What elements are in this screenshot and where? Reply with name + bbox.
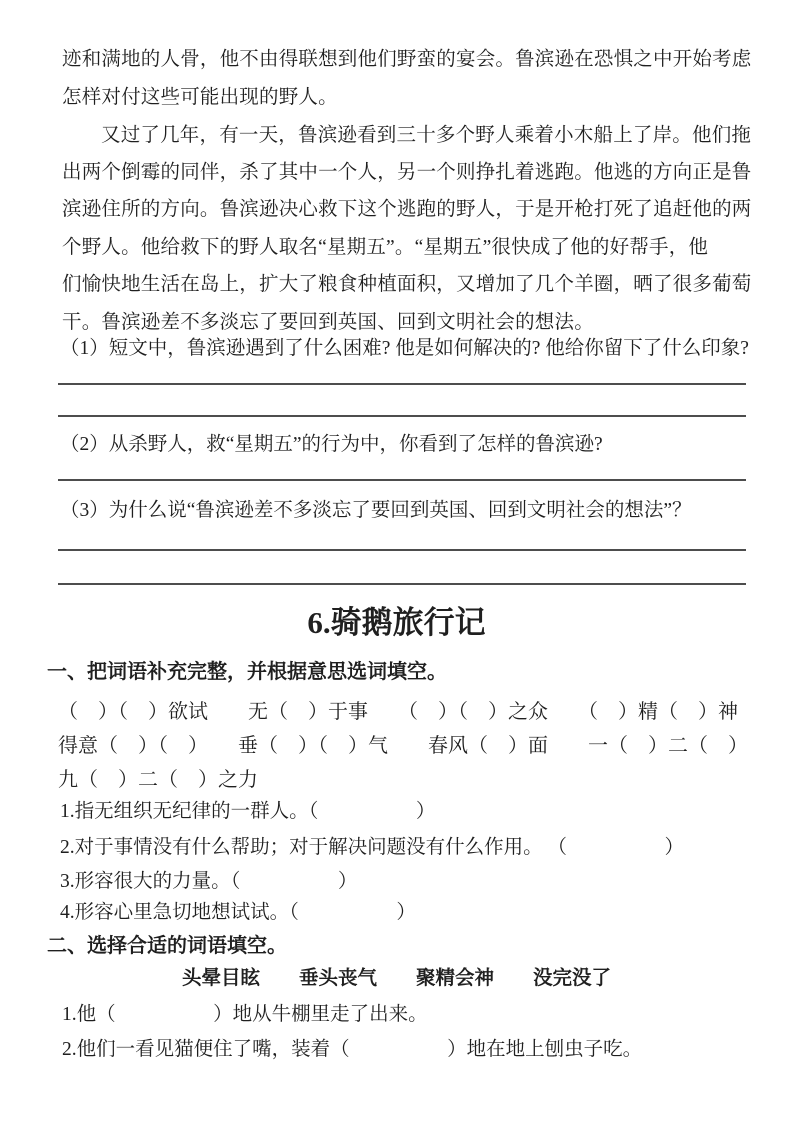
section-1-heading: 一、把词语补充完整，并根据意思选词填空。 <box>47 661 447 683</box>
definition-item: 4.形容心里急切地想试试。（ ） <box>60 902 416 923</box>
story-line: 们愉快地生活在岛上，扩大了粮食种植面积，又增加了几个羊圈，晒了很多葡萄 <box>62 274 752 295</box>
story-line: 个野人。他给救下的野人取名“星期五”。“星期五”很快成了他的好帮手，他 <box>62 237 709 258</box>
answer-line <box>58 479 746 481</box>
story-line: 迹和满地的人骨，他不由得联想到他们野蛮的宴会。鲁滨逊在恐惧之中开始考虑 <box>62 49 752 70</box>
fill-in-sentence: 2.他们一看见猫便住了嘴，装着（ ）地在地上刨虫子吃。 <box>62 1039 643 1060</box>
section-2-heading: 二、选择合适的词语填空。 <box>47 935 287 957</box>
lesson-title: 6.骑鹅旅行记 <box>307 605 486 640</box>
answer-line <box>58 383 746 385</box>
question-3: （3）为什么说“鲁滨逊差不多淡忘了要回到英国、回到文明社会的想法”？ <box>60 500 692 521</box>
word-completion-row: 得意（ ）（ ） 垂（ ）（ ）气 春风（ ）面 一（ ）二（ ） <box>58 735 748 757</box>
story-line: 出两个倒霉的同伴，杀了其中一个人，另一个则挣扎着逃跑。他逃的方向正是鲁 <box>62 162 752 183</box>
word-completion-row: （ ）（ ）欲试 无（ ）于事 （ ）（ ）之众 （ ）精（ ）神 <box>58 701 738 723</box>
answer-line <box>58 549 746 551</box>
answer-line <box>58 583 746 585</box>
word-completion-row: 九（ ）二（ ）之力 <box>58 769 258 791</box>
definition-item: 1.指无组织无纪律的一群人。（ ） <box>60 801 436 822</box>
definition-item: 2.对于事情没有什么帮助；对于解决问题没有什么作用。 （ ） <box>60 837 685 858</box>
definition-item: 3.形容很大的力量。（ ） <box>60 871 358 892</box>
answer-line <box>58 415 746 417</box>
fill-in-sentence: 1.他（ ）地从牛棚里走了出来。 <box>62 1004 428 1025</box>
question-2: （2）从杀野人，救“星期五”的行为中，你看到了怎样的鲁滨逊? <box>60 434 603 455</box>
story-line: 怎样对付这些可能出现的野人。 <box>62 87 338 108</box>
story-line: 滨逊住所的方向。鲁滨逊决心救下这个逃跑的野人，于是开枪打死了追赶他的两 <box>62 199 752 220</box>
story-line: 干。鲁滨逊差不多淡忘了要回到英国、回到文明社会的想法。 <box>62 312 594 333</box>
word-bank: 头晕目眩 垂头丧气 聚精会神 没完没了 <box>181 968 611 989</box>
question-1: （1）短文中，鲁滨逊遇到了什么困难? 他是如何解决的? 他给你留下了什么印象? <box>60 338 749 359</box>
story-line: 又过了几年，有一天，鲁滨逊看到三十多个野人乘着小木船上了岸。他们拖 <box>101 125 752 146</box>
